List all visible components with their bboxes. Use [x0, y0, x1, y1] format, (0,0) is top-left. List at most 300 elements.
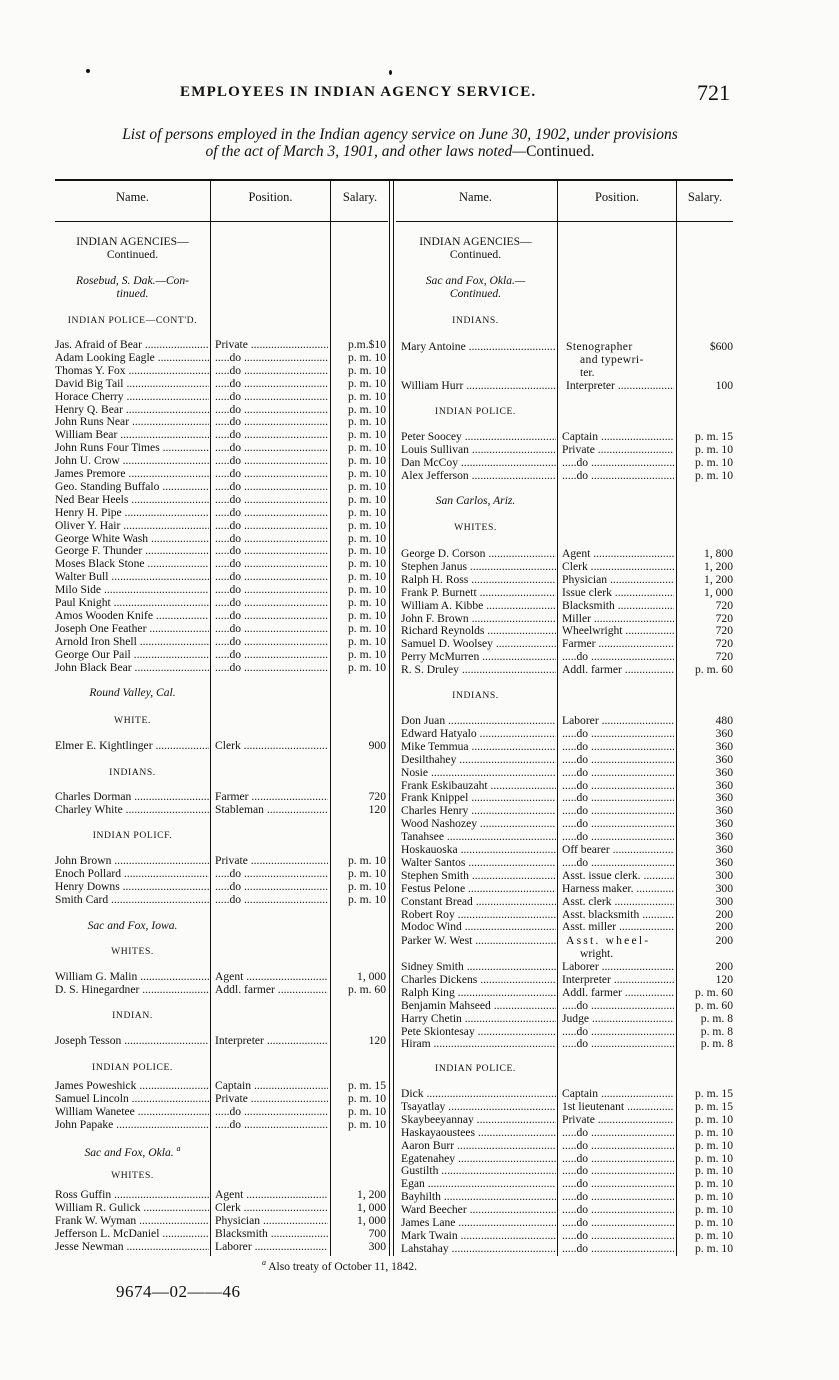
employee-salary: p. m. 10: [347, 467, 386, 480]
employee-position: .....do .....: [562, 727, 674, 740]
employee-name: Adam Looking Eagle .....: [55, 351, 209, 364]
section-label: WHITES.: [111, 946, 154, 957]
employee-name: Louis Sullivan .....: [401, 443, 556, 456]
employee-salary: p. m. 10: [694, 1112, 733, 1126]
employee-name: Desilthahey .....: [401, 753, 556, 766]
employee-salary: p. m. 10: [347, 1104, 386, 1118]
employee-name: James Premore .....: [55, 467, 209, 480]
employee-position: .....do .....: [562, 817, 674, 830]
employee-name: Stephen Janus .....: [401, 560, 556, 573]
employee-position: .....do .....: [215, 506, 328, 519]
employee-name: Arnold Iron Shell .....: [55, 635, 209, 648]
employee-position: .....do .....: [215, 544, 328, 557]
employee-position-cont: wright.: [580, 947, 614, 960]
agency-title-line: Continued.: [449, 287, 502, 300]
employee-name: John Brown .....: [55, 854, 209, 867]
employee-name: Smith Card .....: [55, 893, 209, 906]
employee-position: .....do .....: [562, 456, 674, 469]
employee-salary: p. m. 10: [347, 596, 386, 609]
employee-name: Gustilth .....: [401, 1164, 556, 1177]
footnote-mark: a: [262, 1258, 266, 1267]
employee-salary: 360: [715, 804, 733, 818]
employee-position: .....do .....: [215, 635, 328, 648]
employee-name: Charley White .....: [55, 803, 209, 816]
section-label: WHITE.: [114, 715, 151, 726]
employee-salary: p. m. 8: [700, 1011, 733, 1025]
employee-salary: p. m. 10: [347, 583, 386, 597]
employee-position: .....do .....: [562, 650, 674, 663]
column-header-name: Name.: [459, 190, 492, 204]
employee-name: Thomas Y. Fox .....: [55, 364, 209, 377]
employee-salary: p. m. 60: [694, 663, 733, 677]
employee-position: Issue clerk .....: [562, 586, 674, 599]
table-header-rule-right: [396, 221, 733, 222]
employee-name: Hoskauoska .....: [401, 843, 556, 856]
employee-name: William A. Kibbe .....: [401, 599, 556, 612]
employee-salary: p. m. 15: [694, 1087, 733, 1100]
employee-name: Dick .....: [401, 1087, 556, 1100]
employee-position: .....do .....: [562, 1242, 674, 1255]
employee-position: Interpreter .....: [566, 379, 674, 392]
employee-salary: p. m. 10: [347, 557, 386, 571]
employee-position: Off bearer .....: [562, 843, 674, 856]
page-title: EMPLOYEES IN INDIAN AGENCY SERVICE.: [180, 84, 537, 100]
employee-position: Stenographer: [566, 340, 633, 353]
agency-title-rosebud: [55, 274, 210, 300]
employee-position: .....do .....: [562, 779, 674, 792]
employee-salary: p. m. 10: [347, 492, 386, 506]
employee-position: .....do .....: [215, 467, 328, 480]
employee-position: Private .....: [215, 338, 328, 351]
employee-position: .....do .....: [215, 609, 328, 622]
employee-name: Charles Dickens .....: [401, 973, 556, 986]
center-double-rule: [389, 181, 390, 1256]
employee-position: Private .....: [215, 1092, 328, 1105]
employee-name: Ralph King .....: [401, 986, 556, 999]
employee-salary: 360: [715, 817, 733, 831]
employee-position: .....do .....: [215, 867, 328, 880]
table-header-rule-left: [55, 221, 388, 222]
employee-name: Stephen Smith .....: [401, 869, 556, 882]
column-divider: [210, 181, 211, 1256]
employee-name: Mark Twain .....: [401, 1229, 556, 1242]
employee-position: Asst. clerk .....: [562, 895, 674, 908]
employee-salary: p. m. 10: [347, 531, 386, 545]
employee-salary: 360: [715, 765, 733, 779]
employee-name: William G. Malin .....: [55, 970, 209, 983]
employee-salary: 360: [715, 739, 733, 753]
employee-position: .....do .....: [215, 493, 328, 506]
employee-name: Horace Cherry .....: [55, 390, 209, 403]
employee-salary: p. m. 10: [347, 879, 386, 893]
employee-position: .....do .....: [562, 1139, 674, 1152]
employee-name: Sidney Smith .....: [401, 960, 556, 973]
employee-position: .....do .....: [562, 1203, 674, 1216]
employee-name: Jefferson L. McDaniel .....: [55, 1227, 209, 1240]
page-number: 721: [697, 80, 730, 105]
employee-name: William Bear .....: [55, 428, 209, 441]
employee-position: Asst. miller .....: [562, 920, 674, 933]
employee-position: .....do .....: [562, 766, 674, 779]
employee-position: Interpreter .....: [562, 973, 674, 986]
employee-position: Agent .....: [215, 1188, 328, 1201]
agency-title-line: tinued.: [116, 287, 149, 300]
employee-name: Festus Pelone .....: [401, 882, 556, 895]
footnote-text: Also treaty of October 11, 1842.: [268, 1260, 417, 1273]
column-header-salary: Salary.: [687, 190, 723, 204]
employee-salary: 720: [715, 650, 733, 664]
employee-position: Blacksmith .....: [562, 599, 674, 612]
agency-title-sac-fox-okla-cont: [394, 274, 557, 300]
employee-salary: 360: [715, 726, 733, 740]
employee-name: Harry Chetin .....: [401, 1012, 556, 1025]
employee-salary: p. m. 10: [347, 570, 386, 584]
employee-salary: 720: [715, 598, 733, 612]
employee-name: George F. Thunder .....: [55, 544, 209, 557]
employee-position: Addl. farmer .....: [562, 986, 674, 999]
agency-title-round-valley: Round Valley, Cal.: [89, 686, 176, 699]
employee-salary: 360: [715, 830, 733, 844]
employee-name: Constant Bread .....: [401, 895, 556, 908]
employee-name: Dan McCoy .....: [401, 456, 556, 469]
employee-name: Ward Beecher .....: [401, 1203, 556, 1216]
employee-name: Samuel D. Woolsey .....: [401, 637, 556, 650]
employee-salary: 480: [715, 714, 733, 727]
section-label: INDIANS.: [452, 315, 499, 326]
employee-name: John Black Bear .....: [55, 661, 209, 674]
employee-name: Tanahsee .....: [401, 830, 556, 843]
agency-heading-line: Continued.: [449, 248, 502, 261]
employee-name: Ralph H. Ross .....: [401, 573, 556, 586]
employee-salary: 1, 000: [357, 1200, 386, 1214]
employee-position-cont: ter.: [580, 366, 595, 379]
employee-salary: p. m. 10: [347, 544, 386, 558]
employee-position: Laborer .....: [562, 960, 674, 973]
agency-heading-line: INDIAN AGENCIES—: [76, 235, 189, 248]
employee-position: .....do .....: [215, 390, 328, 403]
employee-salary: 360: [715, 791, 733, 805]
employee-position: .....do .....: [215, 1105, 328, 1118]
employee-salary: p. m. 10: [694, 1164, 733, 1178]
employee-name: Modoc Wind .....: [401, 920, 556, 933]
employee-name: Frank Knippel .....: [401, 791, 556, 804]
employee-name: George White Wash .....: [55, 532, 209, 545]
employee-name: Jesse Newman .....: [55, 1240, 209, 1253]
section-label: INDIAN POLICE—CONT'D.: [67, 315, 198, 326]
employee-position: .....do .....: [562, 1152, 674, 1165]
employee-position: Asst. blacksmith .....: [562, 908, 674, 921]
employee-salary: 360: [715, 855, 733, 869]
employee-salary: p. m. 10: [347, 634, 386, 648]
employee-salary: 1, 800: [704, 547, 733, 560]
employee-name: Skaybeeyannay .....: [401, 1113, 556, 1126]
employee-name: Charles Dorman .....: [55, 790, 209, 803]
employee-position: .....do .....: [215, 428, 328, 441]
employee-salary: 1, 200: [357, 1188, 386, 1201]
employee-position: Clerk .....: [562, 560, 674, 573]
running-header: [0, 80, 839, 106]
section-label: INDIANS.: [109, 767, 156, 778]
section-label: WHITES.: [454, 522, 497, 533]
employee-name: John U. Crow .....: [55, 454, 209, 467]
footnote-ref: a: [176, 1144, 181, 1153]
footnote: [262, 1258, 417, 1273]
agency-title-san-carlos: San Carlos, Ariz.: [435, 494, 516, 507]
employee-salary: p. m. 10: [347, 363, 386, 377]
employee-salary: 1, 200: [704, 572, 733, 586]
employee-salary: p. m. 10: [347, 505, 386, 519]
employee-position: Captain .....: [562, 430, 674, 443]
employee-salary: p. m. 15: [694, 1099, 733, 1113]
employee-salary: p. m. 10: [694, 442, 733, 456]
employee-name: John F. Brown .....: [401, 612, 556, 625]
employee-position: .....do .....: [215, 364, 328, 377]
employee-position: .....do .....: [215, 570, 328, 583]
employee-salary: p. m. 10: [694, 1241, 733, 1255]
employee-name: Joseph Tesson .....: [55, 1034, 209, 1047]
agency-title-sac-fox-iowa: Sac and Fox, Iowa.: [87, 919, 178, 932]
employee-salary: p. m. 10: [347, 428, 386, 442]
employee-position: .....do .....: [215, 622, 328, 635]
caption-line-1: List of persons employed in the Indian agency service on June 30, 1902, under provisions: [122, 126, 678, 143]
employee-salary: p. m. 10: [347, 350, 386, 364]
employee-salary: p. m. 10: [347, 518, 386, 532]
employee-position: .....do .....: [215, 532, 328, 545]
employee-position: Laborer .....: [562, 714, 674, 727]
employee-salary: p. m. 10: [347, 441, 386, 455]
employee-position: Captain .....: [215, 1079, 328, 1092]
employee-salary: 1, 000: [357, 1213, 386, 1227]
section-label: INDIAN POLICF.: [92, 830, 173, 841]
employee-position: .....do .....: [215, 557, 328, 570]
employee-name: Elmer E. Kightlinger .....: [55, 739, 209, 752]
employee-position: Agent .....: [215, 970, 328, 983]
employee-salary: p. m. 10: [694, 1228, 733, 1242]
employee-name: Peter Soocey .....: [401, 430, 556, 443]
employee-position-cont: and typewri-: [580, 353, 644, 366]
employee-name: John Runs Near .....: [55, 415, 209, 428]
employee-name: Edward Hatyalo .....: [401, 727, 556, 740]
employee-position: Harness maker. .....: [562, 882, 674, 895]
employee-salary: 200: [715, 960, 733, 973]
employee-salary: p.m.$10: [347, 338, 386, 351]
employee-position: Physician .....: [562, 573, 674, 586]
employee-salary: p. m. 10: [694, 1125, 733, 1139]
print-speck: [389, 70, 392, 75]
employee-position: Blacksmith .....: [215, 1227, 328, 1240]
employee-salary: p. m. 10: [347, 479, 386, 493]
employee-name: Richard Reynolds .....: [401, 624, 556, 637]
caption-line-2: [50, 143, 750, 160]
employee-salary: p. m. 10: [347, 454, 386, 468]
employee-name: Charles Henry .....: [401, 804, 556, 817]
employee-salary: p. m. 10: [694, 1216, 733, 1229]
agency-title-line: Sac and Fox, Okla.—: [425, 274, 526, 287]
employee-salary: 1, 200: [704, 559, 733, 573]
employee-position: .....do .....: [562, 1126, 674, 1139]
employee-position: Wheelwright .....: [562, 624, 674, 637]
employee-salary: 1, 000: [357, 970, 386, 983]
employee-salary: p. m. 10: [347, 854, 386, 867]
employee-name: Ned Bear Heels .....: [55, 493, 209, 506]
employee-position: .....do .....: [562, 856, 674, 869]
print-speck: [86, 69, 90, 73]
employee-position: .....do .....: [215, 377, 328, 390]
employee-name: William Wanetee .....: [55, 1105, 209, 1118]
agency-heading: [55, 235, 210, 261]
employee-name: John Papake .....: [55, 1118, 209, 1131]
employee-position: Judge .....: [562, 1012, 674, 1025]
employee-position: .....do .....: [562, 1190, 674, 1203]
section-label: WHITES.: [111, 1170, 154, 1181]
employee-name: Milo Side .....: [55, 583, 209, 596]
employee-salary: 120: [368, 803, 386, 816]
column-header-name: Name.: [116, 190, 149, 204]
employee-name: Bayhilth .....: [401, 1190, 556, 1203]
employee-position: .....do .....: [215, 441, 328, 454]
employee-name: Ross Guffin .....: [55, 1188, 209, 1201]
employee-position: .....do .....: [562, 1025, 674, 1038]
employee-name: John Runs Four Times .....: [55, 441, 209, 454]
employee-position: .....do .....: [215, 1118, 328, 1131]
employee-salary: 360: [715, 752, 733, 766]
employee-position: .....do .....: [215, 880, 328, 893]
employee-name: Robert Roy .....: [401, 908, 556, 921]
employee-salary: p. m. 10: [694, 1138, 733, 1152]
employee-name: Henry H. Pipe .....: [55, 506, 209, 519]
employee-salary: 300: [368, 1239, 386, 1253]
employee-name: Aaron Burr .....: [401, 1139, 556, 1152]
employee-name: Pete Skiontesay .....: [401, 1025, 556, 1038]
employee-name: Frank W. Wyman .....: [55, 1214, 209, 1227]
employee-position: Addl. farmer .....: [215, 983, 328, 996]
employee-name: Tsayatlay .....: [401, 1100, 556, 1113]
employee-name: Frank Eskibauzaht .....: [401, 779, 556, 792]
employee-salary: 700: [368, 1226, 386, 1240]
employee-name: Henry Q. Bear .....: [55, 403, 209, 416]
column-header-position: Position.: [594, 190, 640, 204]
employee-salary: 720: [715, 611, 733, 625]
employee-salary: p. m. 10: [347, 647, 386, 661]
section-label: INDIAN POLICE.: [92, 1062, 173, 1073]
employee-position: .....do .....: [562, 1037, 674, 1050]
employee-salary: p. m. 10: [694, 1177, 733, 1191]
employee-salary: p. m. 10: [694, 1190, 733, 1204]
employee-position: .....do .....: [215, 893, 328, 906]
employee-salary: p. m. 10: [347, 892, 386, 906]
employee-salary: 200: [715, 907, 733, 921]
employee-name: William R. Gulick .....: [55, 1201, 209, 1214]
employee-name: Geo. Standing Buffalo .....: [55, 480, 209, 493]
employee-name: Haskayaoustees .....: [401, 1126, 556, 1139]
employee-position: .....do .....: [562, 753, 674, 766]
employee-position: .....do .....: [562, 469, 674, 482]
caption-continued: Continued.: [526, 143, 595, 160]
employee-name: Jas. Afraid of Bear .....: [55, 338, 209, 351]
employee-position: Clerk .....: [215, 1201, 328, 1214]
column-header-position: Position.: [248, 190, 293, 204]
employee-salary: 120: [715, 972, 733, 986]
employee-name: Lahstahay .....: [401, 1242, 556, 1255]
employee-salary: 300: [715, 894, 733, 908]
employee-salary: p. m. 60: [347, 983, 386, 996]
employee-position: .....do .....: [562, 1164, 674, 1177]
employee-position: Captain .....: [562, 1087, 674, 1100]
employee-salary: p. m. 10: [347, 402, 386, 416]
employee-name: Walter Bull .....: [55, 570, 209, 583]
printer-code: 9674—02——46: [116, 1282, 241, 1301]
employee-salary: 200: [715, 920, 733, 934]
employee-salary: 1, 000: [704, 585, 733, 599]
employee-salary: p. m. 15: [347, 1079, 386, 1092]
agency-title-line: Rosebud, S. Dak.—Con-: [75, 274, 190, 287]
employee-position: Clerk .....: [215, 739, 328, 752]
employee-name: George D. Corson .....: [401, 547, 556, 560]
employee-position: .....do .....: [562, 1216, 674, 1229]
employee-salary: p. m. 8: [700, 1037, 733, 1051]
employee-salary: 360: [715, 778, 733, 792]
employee-salary: 300: [715, 868, 733, 882]
employee-name: Egan .....: [401, 1177, 556, 1190]
employee-name: Frank P. Burnett .....: [401, 586, 556, 599]
agency-heading-line: INDIAN AGENCIES—: [419, 235, 532, 248]
employee-name: Nosie .....: [401, 766, 556, 779]
employee-position: Farmer .....: [215, 790, 328, 803]
employee-salary: p. m. 10: [694, 1151, 733, 1165]
employee-name: Joseph One Feather .....: [55, 622, 209, 635]
employee-name: Parker W. West .....: [401, 934, 556, 947]
employee-position: Agent .....: [562, 547, 674, 560]
employee-salary: 900: [368, 739, 386, 752]
table-top-rule: [55, 179, 733, 181]
column-header-salary: Salary.: [342, 190, 378, 204]
employee-name: Don Juan .....: [401, 714, 556, 727]
employee-position: Private .....: [562, 1113, 674, 1126]
employee-name: Mike Temmua .....: [401, 740, 556, 753]
employee-name: Henry Downs .....: [55, 880, 209, 893]
employee-salary: p. m. 15: [694, 430, 733, 443]
employee-name: James Lane .....: [401, 1216, 556, 1229]
center-double-rule: [393, 181, 394, 1256]
employee-position: .....do .....: [215, 454, 328, 467]
employee-name: Hiram .....: [401, 1037, 556, 1050]
employee-name: Perry McMurren .....: [401, 650, 556, 663]
employee-name: William Hurr .....: [401, 379, 556, 392]
caption-line-2-text: of the act of March 3, 1901, and other laws noted—: [205, 143, 527, 160]
employee-name: D. S. Hinegardner .....: [55, 983, 209, 996]
employee-name: Mary Antoine .....: [401, 340, 556, 353]
employee-salary: 720: [368, 790, 386, 803]
employee-salary: p. m. 10: [347, 621, 386, 635]
employee-position: 1st lieutenant .....: [562, 1100, 674, 1113]
employee-position: .....do .....: [562, 1177, 674, 1190]
section-label: INDIAN POLICE.: [435, 1063, 516, 1074]
section-label: INDIAN.: [112, 1010, 153, 1021]
employee-salary: p. m. 10: [694, 468, 733, 482]
employee-position: Addl. farmer .....: [562, 663, 674, 676]
employee-position: .....do .....: [215, 415, 328, 428]
employee-name: James Poweshick .....: [55, 1079, 209, 1092]
employee-name: Wood Nashozey .....: [401, 817, 556, 830]
employee-position: .....do .....: [562, 740, 674, 753]
agency-heading: [394, 235, 557, 261]
employee-name: Amos Wooden Knife .....: [55, 609, 209, 622]
employee-position: Interpreter .....: [215, 1034, 328, 1047]
employee-position: .....do .....: [215, 661, 328, 674]
agency-title-text: Sac and Fox, Okla.: [84, 1145, 174, 1159]
employee-position: .....do .....: [562, 1229, 674, 1242]
employee-position: .....do .....: [215, 480, 328, 493]
